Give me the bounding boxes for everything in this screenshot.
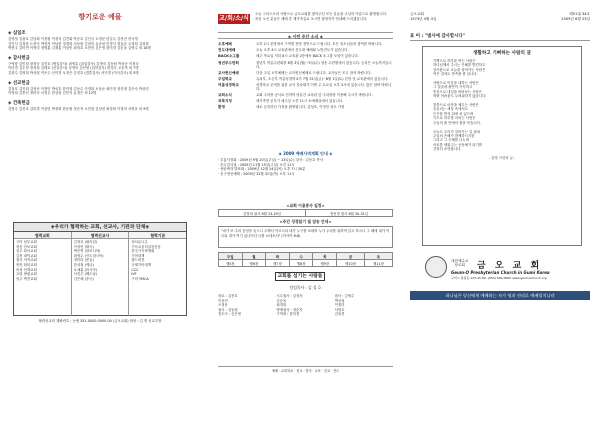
news-item (218, 77, 393, 82)
staff-entry: 박상철 (334, 298, 345, 303)
motto-banner: 하나님은 당신에게 예배하는 자가 영과 진리로 예배할지니라 (410, 291, 590, 300)
mission-partner-item: 이성민 (태국) (73, 244, 94, 249)
meta-value: 제51권 34호 (569, 12, 590, 16)
offering-section-heading: ◈ 선교헌금 (8, 80, 30, 86)
poem-title: 생활하고 기뻐하는 사람의 글 (472, 51, 532, 56)
news-item-text: 오늘 오후 4시 교육관에서 전도대 예배와 노방전도가 있습니다. (256, 48, 349, 53)
staff-entry: 오정문 (218, 303, 228, 308)
news-item-label: 환영 (218, 105, 225, 110)
news-footer: 예배 · 교회학교 · 선교 · 봉사 · 교육 · 친교 · 전도 (218, 366, 393, 373)
news-item (218, 83, 393, 92)
mission-partner-item: 기독교윤리실천운동 (131, 244, 161, 249)
reading-calendar-cell: 행11장 (365, 260, 393, 267)
staff-entry: 김순옥 (276, 298, 287, 303)
offering-names-line: 이미경 김수현 정성희 김태호 (건강감사) 강영미 김선영 (입학감사) 한정우 오순자 외 7명 (8, 66, 139, 71)
offering-names-line: 김인식 김정한 도종익 박정자 이남현 정경화 서동원 김현미 유준형 민경식 정효순 오경희 김성희 (8, 41, 149, 46)
poem-line: 감사함으로 오늘을 살아가는 사람은 (433, 67, 486, 72)
news-item-label: 교회소식 (218, 92, 232, 97)
service-schedule-title: <교회 이용종사 일정> (286, 203, 325, 208)
staff-entry: 전도사 : 김은영 (218, 312, 241, 317)
mission-partner-item: IVF (131, 272, 137, 277)
mission-column (72, 232, 130, 316)
mission-partner-item: 김은혜 (중국) (73, 276, 94, 281)
bible-verse: "내가 또 주의 음성을 들으니 주께서 이르시되 내가 누구를 보내며 누가 우리를 위하여 갈고 하시니 그 때에 내가 이르되 내가 여기 있나이다 나를 보내소서" (이사야 6:8) (221, 229, 390, 238)
church-identity (425, 256, 585, 284)
news-item-text: 교회 주차장 공사로 인하여 당분간 교육관 앞 주차장을 이용해 주시기 바랍니다. (256, 92, 373, 97)
reading-calendar-cell: 수 (289, 253, 313, 260)
offering-title: 향기로운 예물 (78, 13, 122, 21)
service-schedule-cell: 김정희 권사 8월 23-29일 (219, 210, 306, 217)
news-item-label: 주일학교 (218, 76, 232, 81)
news-item-text: 매주 목요일 저녁 8시 교육관 2층에서 BACK 소그룹 모임이 있습니다. (256, 54, 359, 59)
mission-partner-item: 한상철 (케냐) (73, 262, 94, 267)
offering-section-heading: ◈ 건축헌금 (8, 100, 30, 106)
mission-partner-item: 영천 화북교회 (16, 262, 37, 267)
mission-partner-item: 구미 남부교회 (16, 240, 37, 244)
poem-line: 사랑으로 이웃을 대하는 사람은 (433, 81, 479, 86)
poem-line: 말씀으로 마음을 채우는 사람은 (433, 103, 479, 108)
meta-value: 금오교회 (410, 12, 424, 16)
news-item-label: 전도대예배 (218, 48, 236, 53)
poem-line: 그 얼굴에 평안이 가득하고 (433, 85, 473, 90)
news-item-text: 다음 주일 오후예배는 교사헌신예배로 드립니다. 교사들은 모두 참석 바랍니다. (256, 70, 372, 75)
staff-entry: 서영호 (334, 307, 345, 312)
poem-line: 든든한 반석 위에 서 있으며 (433, 111, 474, 116)
plan-item: · 송구영신예배 : 2009년 12월 31일(목) 오후 11시 (218, 171, 295, 176)
welcome-line: 오늘 그리스도의 사랑으로 금오교회를 찾아주신 모든 분들을 주님의 이름으로 환영합니다. (255, 12, 387, 16)
mission-partner-item: 고령 쌍림교회 (16, 272, 37, 277)
reading-calendar-cell: 화 (266, 253, 290, 260)
offering-list (8, 26, 194, 221)
reading-calendar-cell: 주일 (219, 253, 243, 260)
plan-list (218, 158, 393, 196)
mission-columns (14, 232, 186, 316)
denomination-line: 장로회 (454, 263, 465, 268)
mission-column-body (72, 239, 129, 282)
mission-partner-item: 구미 YMCA (131, 276, 149, 281)
news-item (218, 61, 393, 70)
mission-title: ◈우리가 협력하는 교회, 선교사, 기관과 단체◈ (14, 223, 186, 232)
offering-names-line: 김현수 김영희 박상철 이은주 신미경 오정은 김진호 (결혼감사) 서민경 (이사감사) 외 5명 (8, 70, 139, 75)
staff-list (218, 294, 393, 364)
reading-calendar-row (219, 253, 393, 260)
reading-calendar-cell: 행5장 (219, 260, 243, 267)
church-seal-icon (425, 256, 447, 278)
news-item (218, 54, 393, 59)
news-item (218, 105, 393, 110)
news-item-label: 오후예배 (218, 42, 232, 46)
church-news-panel (200, 0, 400, 424)
offering-panel (0, 0, 200, 424)
reading-calendar-cell: 금 (337, 253, 365, 260)
plan-title: ◈ 2009 예배사역계획 안내 ◈ (278, 151, 333, 156)
reading-calendar-cell: 목 (313, 253, 337, 260)
mission-partner-item: 성주 벽진교회 (16, 276, 37, 281)
news-item-text: 새로 등록하신 가정을 환영합니다. 김성호, 이정민 성도 가정 (256, 105, 345, 110)
reading-calendar-cell: 행7장 (266, 260, 290, 267)
poem-line: 흔들리는 세상 속에서도 (433, 107, 468, 112)
poem-line: 오늘도 우리가 걸어가는 길 위에 (433, 129, 480, 134)
church-address: 구미시 원평동 123-45 Tel. (054) 000-0000 www.geumochurch.org (451, 276, 547, 280)
offering-names-line: 구역장 김민철 장경숙 김진호 (생일감사) 최영호 (취업감사) 김명숙 김동원 박상준 이정숙 (8, 61, 139, 66)
news-item (218, 99, 393, 104)
poem-line: 작은 것에도 만족할 줄 압니다. (433, 72, 478, 77)
staff-entry: 이상민 (218, 298, 228, 303)
meta-value: 1973년 4월 4일 (410, 17, 437, 21)
staff-entry: 집사 : 김영수 (334, 294, 355, 298)
news-item-text: 새가족반 공부가 매주일 오전 11시 소예배실에서 있습니다. (256, 99, 344, 104)
poem-box (422, 46, 582, 246)
church-news-banner: 교/회/소/식 (219, 15, 249, 22)
staff-entry: 시무권사 : 김정자 (276, 294, 303, 298)
offering-names-line: 박현주 김미연 이영미 정명훈 김재홍 이상민 최성호 오현진 김은영 한미경 김순옥 김영수 외 18명 (8, 46, 151, 51)
reading-calendar-cell: 행9장 (313, 260, 337, 267)
poem-line: 주님의 은혜가 함께하시기를 (433, 133, 475, 138)
church-name: 금 오 교 회 (477, 261, 543, 271)
reading-calendar-cell: 행10장 (337, 260, 365, 267)
denomination-line: 대한예수교 (451, 259, 469, 263)
poem-body (433, 59, 571, 152)
news-item-text: 유치부, 초등부 여름성경학교가 7월 31일(금)~8월 1일(토) 본당 및 교육관에서 있습니다. (256, 76, 389, 81)
offering-section-heading: ◈ 감사헌금 (8, 55, 30, 61)
church-english-name: Geum-O Presbyterian Church in Gumi Korea (451, 270, 550, 275)
mission-partner-item: 상주 화서교회 (16, 249, 37, 254)
reading-calendar-cell: 행8장 (289, 260, 313, 267)
bible-reading-title: <주간 성경읽기 및 암송 안내> (279, 219, 332, 224)
reading-calendar (218, 252, 393, 267)
reading-calendar-cell: 행6장 (242, 260, 266, 267)
staff-entry: 명예권사 : 정순자 (276, 307, 303, 312)
mission-partner-item: 월드비전 (131, 258, 145, 263)
poem-line: 어떤 어려움도 두려워하지 않습니다. (433, 94, 487, 99)
bulletin-meta (410, 12, 590, 22)
offering-section-heading: ◈ 십일조 (8, 31, 26, 36)
news-item-text: 오후 2시 본당에서 구역별 찬양 경연으로 드립니다. 모든 성도님들의 참여를 바랍니다. (256, 42, 383, 46)
offering-names-line: 김영철 김광호 김남희 이정원 이정석 김진회 박승호 김인규 오정문 한길주 김종진 한국영 (8, 37, 138, 41)
welcome-line: 처음 오신 분들은 예배 후 새가족실로 오시면 담당자가 안내해 드리겠습니다. (255, 16, 368, 21)
mission-partner-item: 기아대책 (131, 253, 145, 258)
meta-value: 2009년 8월 23일 (561, 17, 590, 21)
yearly-theme: 표 어 : "범사에 감사합시다" (410, 33, 590, 41)
staff-entry: 최경희 (276, 303, 287, 308)
bible-verse-box (218, 226, 393, 248)
mission-partner-item: 최영수 (인도네시아) (73, 253, 104, 258)
mission-partner-item: 오세훈 (러시아) (73, 267, 98, 272)
staff-entry: 이정미 (334, 303, 345, 308)
staff-entry: 구역장 : 한미경 (276, 312, 300, 317)
mission-partner-item: 김천 대덕교회 (16, 253, 37, 258)
news-item (218, 71, 393, 76)
meta-row (410, 17, 590, 22)
poem-line: 간절히 소망합니다. (433, 147, 462, 152)
news-item-label: 과목지정 (218, 99, 232, 104)
mission-partner-item: 국제기아대책 (131, 262, 151, 267)
staff-title: 교회를 섬기는 사람들 (275, 272, 325, 281)
news-item-text: 성경학교 준비를 위한 교사 강습회가 이번 주 토요일 오후 3시에 있습니다. 많은 참여 바랍니다. (256, 82, 392, 92)
news-item-label: 교사헌신예배 (218, 70, 239, 75)
mission-partner-item: 김정호 (필리핀) (73, 240, 98, 244)
mission-partner-item: 서진우 (베트남) (73, 272, 98, 277)
poem-author: - 김영 시인의 글 - (488, 155, 516, 160)
news-heading: ◈ 이번 주간 소식 ◈ (218, 32, 393, 39)
mission-column-heading: 협력교회 (14, 232, 71, 239)
news-item (218, 48, 393, 53)
news-item (218, 93, 393, 98)
news-item-label: BACK소그룹 (218, 54, 240, 59)
mission-column-body (14, 239, 71, 282)
poem-line: 주님의 품 안에서 쉼을 얻습니다. (433, 120, 481, 125)
staff-entry: 김성현 (334, 312, 345, 317)
staff-entry: 장로 : 김진호 (218, 294, 238, 298)
offering-names-line: 김정호 김진희 김영선 이정민 박성호 한미영 김동수 이경희 오상준 최민정 정진영 김은숙 박상민 (8, 86, 149, 91)
news-item-label: 여름성경학교 (218, 82, 239, 87)
poem-line: 기쁨으로 하루를 여는 사람은 (433, 59, 476, 63)
denomination (451, 259, 468, 268)
mission-partner-item: 청송 진보교회 (16, 244, 37, 249)
mission-partner-item: 의성 안계교회 (16, 267, 37, 272)
mission-partner-item: 한국기독학생회 (131, 249, 155, 254)
mission-partner-item: 성서유니온 (131, 240, 148, 244)
poem-line: 서로를 세워주는 공동체가 되기를 (433, 142, 483, 147)
mission-partner-item: 정미라 (몽골) (73, 258, 94, 263)
poem-line: 그리고 그 은혜를 나누며 (433, 138, 469, 143)
offering-names-line: 이영희 김종선 정미숙 서정우 한상철 김민지 유정은 외 12명 (8, 91, 97, 96)
mission-column-heading: 협력선교사 (72, 232, 129, 239)
mission-column-heading: 협력기관 (129, 232, 186, 239)
staff-entry: 권사 : 김동원 (218, 307, 238, 312)
plan-item: · 추수감사절 : 2009년 11월 15일(주일) 오전 11시 (218, 162, 295, 167)
welcome-text (255, 12, 395, 21)
service-schedule-table (218, 209, 393, 217)
mission-partners-box (13, 222, 187, 316)
poem-line: 믿음으로 내일을 바라보는 사람은 (433, 89, 483, 94)
mission-column (14, 232, 72, 316)
staff-row (218, 312, 393, 317)
plan-item: · 부흥사경회 : 2009년 9월 20일(주일) ~ 23일(수) 강사 : 김동호 목사 (218, 158, 323, 162)
plan-item: · 성탄축하 발표회 : 2009년 12월 24일(목) 오후 7시 30분 (218, 167, 306, 172)
reading-calendar-row (219, 260, 393, 267)
mission-partner-item: 박준영 (캄보디아) (73, 249, 101, 254)
poem-line: 하나님께서 주시는 은혜를 발견하고 (433, 63, 486, 68)
reading-calendar-cell: 토 (365, 253, 393, 260)
news-item-label: 청년부수련회 (218, 60, 239, 65)
news-item-text: 청년부 여름수련회를 8월 3일(월)~5일(수) 청송 수련원에서 갖습니다. 등록은 오늘까지입니다. (256, 60, 392, 69)
news-item (218, 42, 393, 47)
cover-panel (400, 0, 600, 424)
senior-pastor: 담임목사 : 김 성 호 (289, 285, 322, 290)
service-schedule-cell: 정선경 집사 8월 30-31일 (306, 210, 393, 217)
mission-partner-item: 칠곡 석적교회 (16, 258, 37, 263)
poem-line: 기도로 하루를 마치는 사람은 (433, 116, 476, 121)
news-list (218, 42, 393, 150)
reading-calendar-cell: 월 (242, 253, 266, 260)
mission-footer: 협력선교비 계좌번호 : 농협 351-0000-0000-00 (금오교회) 담당 : 김 명 선교부장 (38, 319, 162, 323)
offering-names-line: 김영수 김진호 김미경 이상민 박정희 한동원 정순자 오민철 김성현 최경희 이정미 서영호 외 9명 (8, 106, 149, 111)
mission-column-body (129, 239, 186, 282)
mission-partner-item: CCC (131, 267, 139, 272)
mission-column (129, 232, 186, 316)
